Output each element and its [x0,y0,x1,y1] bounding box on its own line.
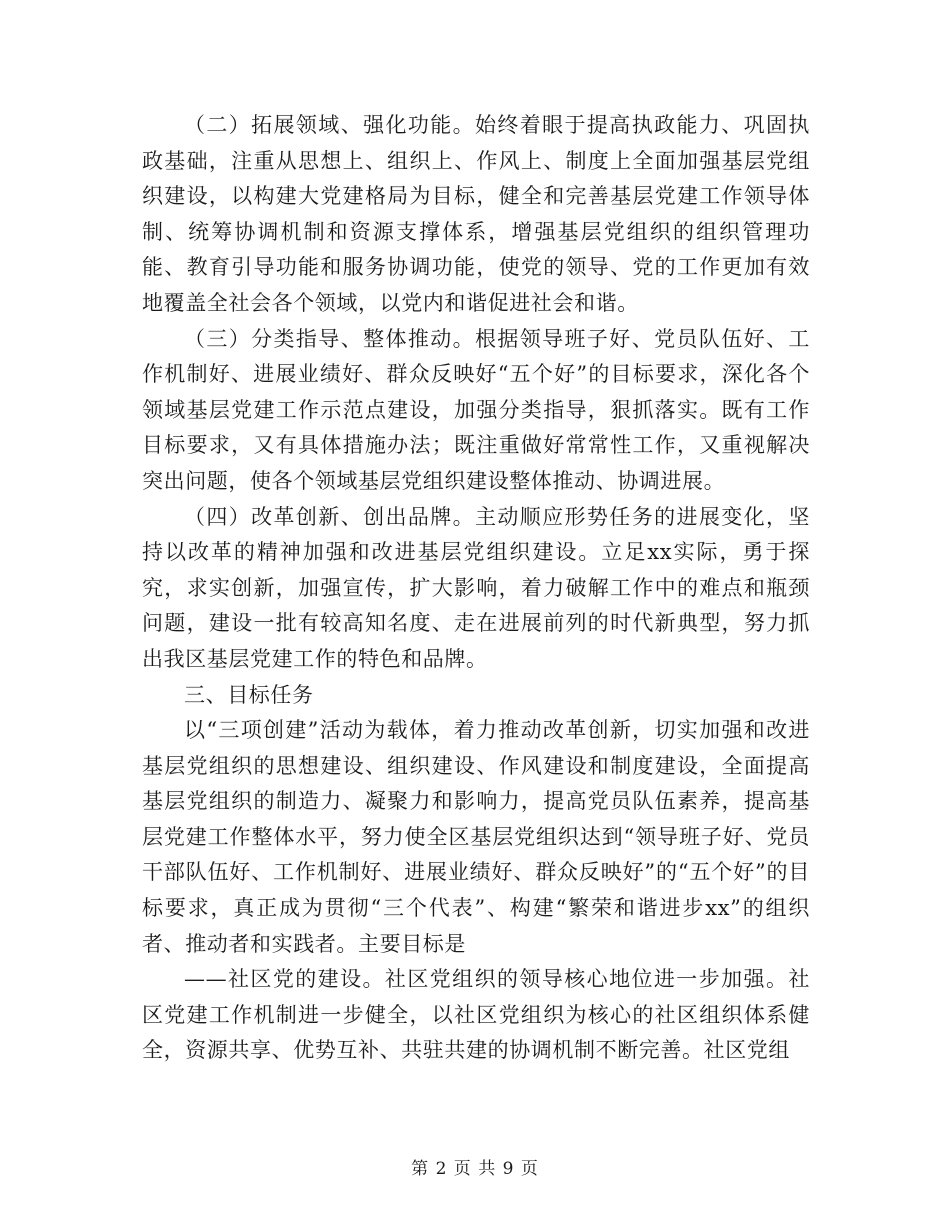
heading-goals: 三、目标任务 [184,682,314,707]
paragraph-goals-intro: 以“三项创建”活动为载体，着力推动改革创新，切实加强和改进基层党组织的思想建设、组织建设、作风建设和制度建设，全面提高基层党组织的制造力、凝聚力和影响力，提高党员队伍素养，提高基层党建工作整体水平，努力使全区基层党组织达到“领导班子好、党员干部队伍好、工作机制好、进展业绩好、群众反映好”的“五个好”的目标要求，真正成为贯彻“三个代表”、构建“繁荣和谐进步xx”的组织者、推动者和实践者。主要目标是 [142,718,810,956]
paragraph-section-3: （三）分类指导、整体推动。根据领导班子好、党员队伍好、工作机制好、进展业绩好、群众反映好“五个好”的目标要求，深化各个领域基层党建工作示范点建设，加强分类指导，狠抓落实。既有工作目标要求，又有具体措施办法；既注重做好常常性工作，又重视解决突出问题，使各个领域基层党组织建设整体推动、协调进展。 [142,326,810,493]
document-body [142,108,810,1069]
paragraph-community-party: ——社区党的建设。社区党组织的领导核心地位进一步加强。社区党建工作机制进一步健全，以社区党组织为核心的社区组织体系健全，资源共享、优势互补、共驻共建的协调机制不断完善。社区党组 [142,967,810,1063]
paragraph-section-2: （二）拓展领域、强化功能。始终着眼于提高执政能力、巩固执政基础，注重从思想上、组织上、作风上、制度上全面加强基层党组织建设，以构建大党建格局为目标，健全和完善基层党建工作领导体制、统筹协调机制和资源支撑体系，增强基层党组织的组织管理功能、教育引导功能和服务协调功能，使党的领导、党的工作更加有效地覆盖全社会各个领域，以党内和谐促进社会和谐。 [142,113,810,315]
page-number-footer: 第 2 页 共 9 页 [411,1159,539,1179]
paragraph-section-4: （四）改革创新、创出品牌。主动顺应形势任务的进展变化，坚持以改革的精神加强和改进基层党组织建设。立足xx实际，勇于探究，求实创新，加强宣传，扩大影响，着力破解工作中的难点和瓶颈问题，建设一批有较高知名度、走在进展前列的时代新典型，努力抓出我区基层党建工作的特色和品牌。 [142,504,810,671]
